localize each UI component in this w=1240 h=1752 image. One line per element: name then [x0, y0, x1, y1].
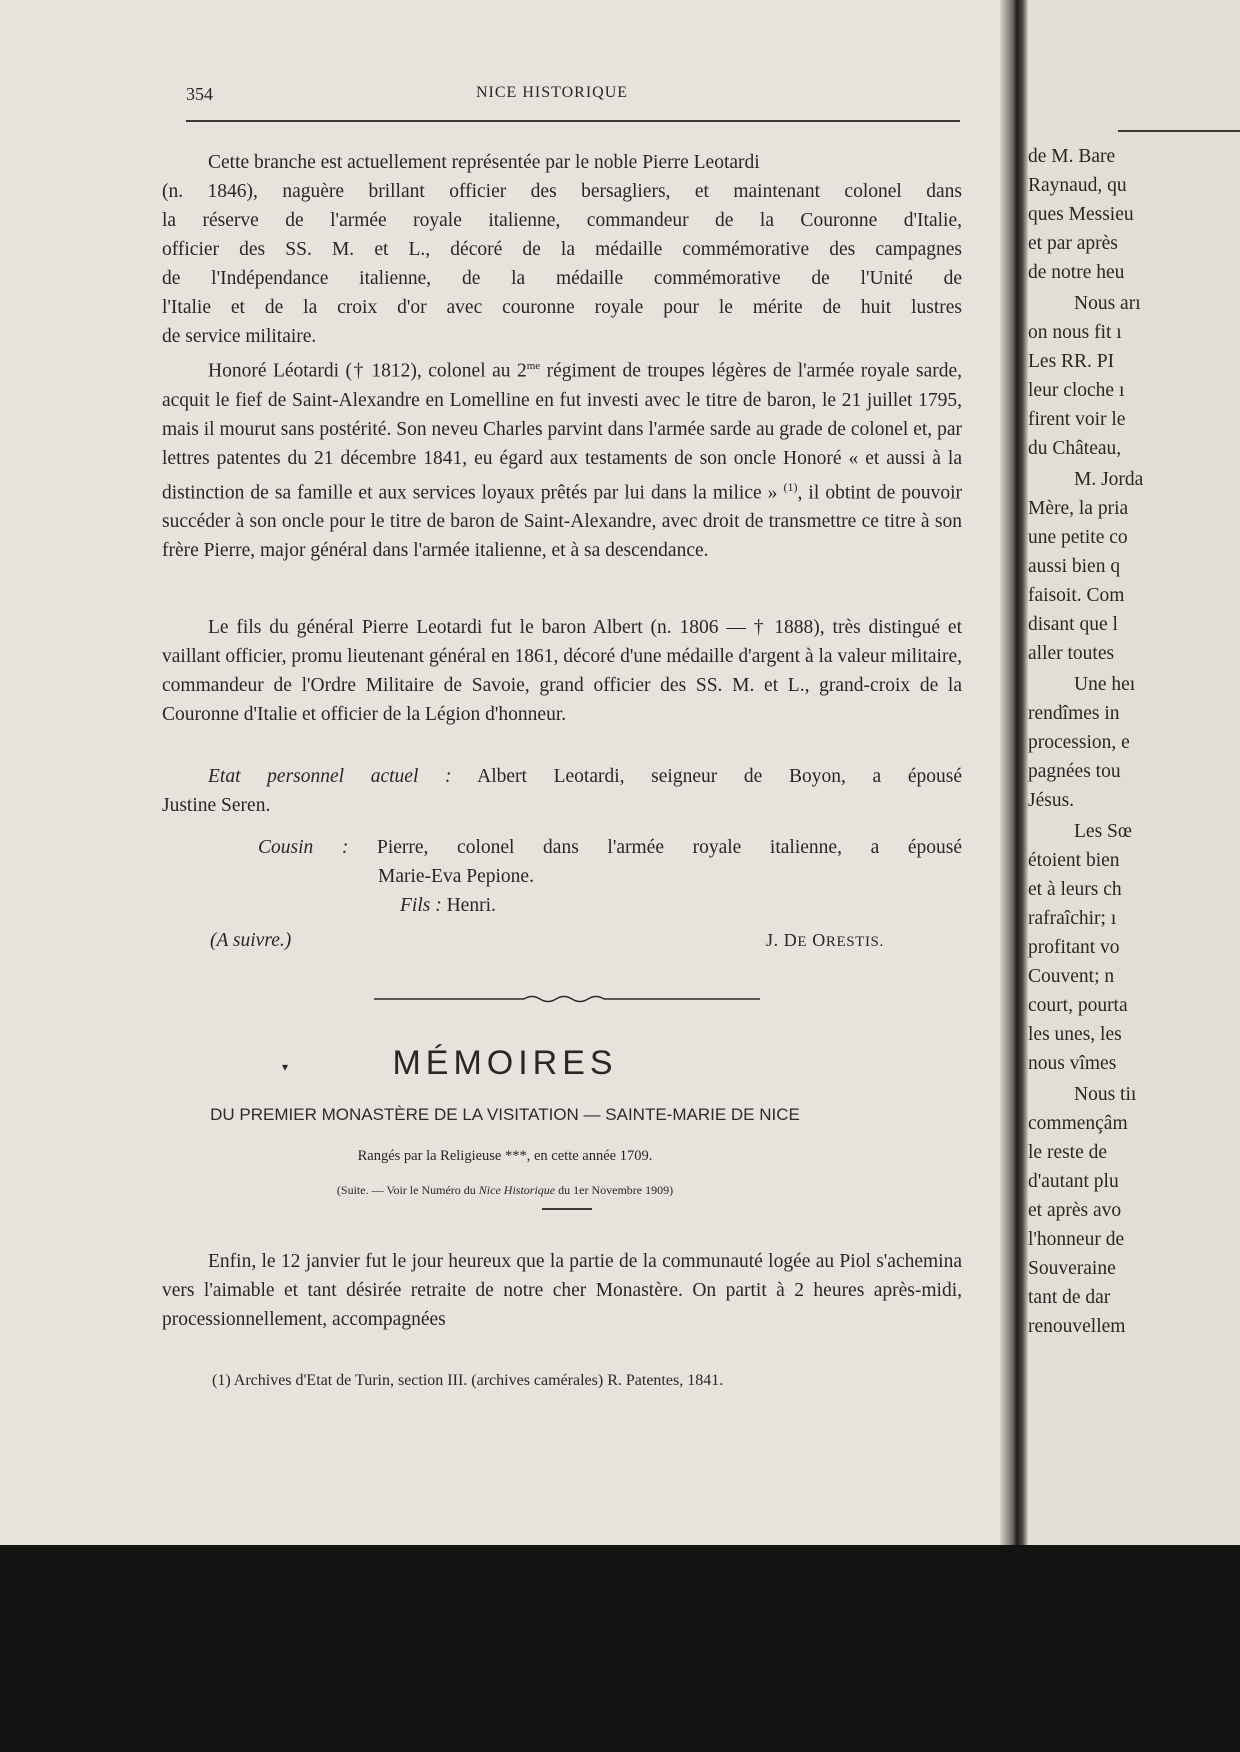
text-line: la réserve de l'armée royale italienne, commandeur de la Couronne d'Italie,	[162, 210, 962, 231]
paragraph-text: Le fils du général Pierre Leotardi fut le baron Albert (n. 1806 — † 1888), très distingué et vaillant officier, promu lieutenant général en 1861, décoré d'une médaille d'argent à la valeur militaire, commandeur de l'Ordre Militaire de Savoie, grand officier des SS. M. et L., grand-croix de la Couronne d'Italie et officier de la Légion d'honneur.	[162, 617, 962, 725]
paragraph-text: Enfin, le 12 janvier fut le jour heureux que la partie de la communauté logée au Piol s'achemina vers l'aimable et tant désirée retraite de notre cher Monastère. On partit à 2 heures après-midi, processionnellement, accompagnées	[162, 1251, 962, 1330]
paragraph-1	[162, 148, 962, 351]
text-run: régiment de troupes légères de l'armée royale sarde, acquit le fief de Saint-Alexandre en Lomelline en fut investi avec le titre de baron, le 21 juillet 1795, mais il mourut sans postérité. Son neveu Charles parvint dans l'armée sarde au grade de colonel et, par lettres patentes du 21 décembre 1841, eu égard aux testaments de son oncle Honoré « et aussi à la distinction de sa famille et aux services loyaux prêtés par lui dans la milice »	[162, 360, 962, 503]
ornamental-divider	[374, 992, 760, 1004]
right-page-text-line: faisoit. Com	[1028, 585, 1125, 606]
text-run: , il obtint de pouvoir succéder à son oncle pour le titre de baron de Saint-Alexandre, avec droit de transmettre ce titre à son frère Pierre, major général dans l'armée italienne, et à sa descendance.	[162, 482, 963, 561]
paragraph-3	[162, 613, 962, 729]
paragraph-2	[162, 352, 962, 565]
page-number: 354	[186, 84, 213, 104]
author-part: E	[797, 934, 808, 950]
right-page-text-line: de notre heu	[1028, 262, 1125, 283]
right-page-text-line: Nous arı	[1074, 293, 1141, 314]
right-page-text-line: profitant vo	[1028, 937, 1120, 958]
footnote-marker: (1)	[783, 479, 798, 494]
cousin-entry	[258, 833, 962, 891]
right-page-text-line: de M. Bare	[1028, 146, 1116, 167]
text-line: l'Italie et de la croix d'or avec couronne royale pour le mérite de huit lustres	[162, 297, 962, 318]
right-page-text-line: renouvellem	[1028, 1316, 1126, 1337]
right-page-text-line: pagnées tou	[1028, 761, 1121, 782]
right-page-text-line: le reste de	[1028, 1142, 1108, 1163]
author-part: O	[807, 930, 826, 950]
section-suite-note	[0, 1183, 1010, 1198]
fils-text: Henri.	[441, 895, 496, 916]
etat-text-cont: Justine Seren.	[162, 795, 271, 816]
fils-label: Fils :	[400, 895, 442, 916]
cousin-text: Pierre, colonel dans l'armée royale italienne, a épousé	[348, 837, 962, 858]
footnote: (1) Archives d'Etat de Turin, section III. (archives camérales) R. Patentes, 1841.	[212, 1372, 724, 1389]
etat-text: Albert Leotardi, seigneur de Boyon, a épousé	[451, 766, 962, 787]
text-run: Honoré Léotardi (	[208, 360, 352, 382]
running-head: NICE HISTORIQUE	[476, 84, 629, 101]
right-page-text-line: Raynaud, qu	[1028, 175, 1127, 196]
section-note: Rangés par la Religieuse ***, en cette année 1709.	[357, 1148, 653, 1164]
dagger-symbol: †	[351, 360, 365, 382]
right-page-text-line: une petite co	[1028, 527, 1128, 548]
a-suivre: (A suivre.)	[210, 930, 292, 951]
short-rule	[542, 1208, 592, 1210]
right-page-text-line: rendîmes in	[1028, 703, 1120, 724]
right-page-text-line: et à leurs ch	[1028, 879, 1122, 900]
right-page-text-line: étoient bien	[1028, 850, 1120, 871]
right-page-text-line: nous vîmes	[1028, 1053, 1117, 1074]
cousin-text-cont: Marie-Eva Pepione.	[378, 866, 534, 887]
right-page-text-line: les unes, les	[1028, 1024, 1122, 1045]
text-line: (n. 1846), naguère brillant officier des bersagliers, et maintenant colonel dans	[162, 181, 962, 202]
right-page-text-line: Mère, la pria	[1028, 498, 1129, 519]
right-page-text-line: firent voir le	[1028, 409, 1126, 430]
right-page-text-line: du Château,	[1028, 438, 1122, 459]
right-page-text-line: Nous tiı	[1074, 1084, 1137, 1105]
right-page-text-line: Jésus.	[1028, 790, 1075, 811]
print-speck: ▾	[282, 1060, 289, 1074]
right-page-text-line: aller toutes	[1028, 643, 1115, 664]
right-page-text-line: court, pourta	[1028, 995, 1128, 1016]
right-page-text-line: commençâm	[1028, 1113, 1128, 1134]
right-page-text-line: on nous fit ı	[1028, 322, 1122, 343]
author-part: J. D	[766, 930, 798, 950]
etat-personnel	[162, 762, 962, 820]
header-rule	[186, 120, 960, 122]
text-line: de l'Indépendance italienne, de la médaille commémorative de l'Unité de	[162, 268, 962, 289]
right-page-text-line: l'honneur de	[1028, 1229, 1125, 1250]
page-gutter	[1000, 0, 1028, 1545]
right-page-text-line: d'autant plu	[1028, 1171, 1119, 1192]
right-page-text-line: Souveraine	[1028, 1258, 1116, 1279]
cousin-label: Cousin :	[258, 837, 349, 858]
section-title: MÉMOIRES	[392, 1044, 618, 1082]
etat-label: Etat personnel actuel :	[208, 766, 452, 787]
right-page-text-line: rafraîchir; ı	[1028, 908, 1117, 929]
right-page-text-line: M. Jorda	[1074, 469, 1144, 490]
suite-text: (Suite. — Voir le Numéro du	[336, 1183, 479, 1197]
right-page-text-line: aussi bien q	[1028, 556, 1121, 577]
right-page-rule	[1118, 130, 1240, 132]
right-page-text-line: ques Messieu	[1028, 204, 1134, 225]
text-run: 1812), colonel au 2	[364, 360, 527, 382]
right-page-text-line: et par après	[1028, 233, 1118, 254]
fils-entry	[400, 895, 496, 917]
right-page-text-line: disant que l	[1028, 614, 1118, 635]
author-signature	[766, 930, 884, 951]
section-subtitle: DU PREMIER MONASTÈRE DE LA VISITATION — SAINTE-MARIE DE NICE	[210, 1105, 800, 1124]
right-page-text-line: Les RR. PI	[1028, 351, 1115, 372]
scanner-background	[0, 1545, 1240, 1752]
right-page-text-line: tant de dar	[1028, 1287, 1111, 1308]
right-page-text-line: leur cloche ı	[1028, 380, 1125, 401]
text-line: de service militaire.	[162, 326, 317, 347]
superscript: me	[526, 360, 541, 372]
paragraph-4	[162, 1247, 962, 1334]
text-line: Cette branche est actuellement représentée par le noble Pierre Leotardi	[208, 152, 760, 173]
right-page	[1026, 0, 1240, 1545]
suite-journal: Nice Historique	[478, 1183, 556, 1197]
author-part: RESTIS.	[825, 934, 884, 950]
right-page-text-line: Couvent; n	[1028, 966, 1115, 987]
right-page-text-line: Une heı	[1074, 674, 1136, 695]
right-page-text-line: procession, e	[1028, 732, 1130, 753]
text-line: officier des SS. M. et L., décoré de la médaille commémorative des campagnes	[162, 239, 962, 260]
suite-text: du 1er Novembre 1909)	[555, 1183, 674, 1197]
right-page-text-line: Les Sœ	[1074, 821, 1132, 842]
right-page-text-line: et après avo	[1028, 1200, 1122, 1221]
